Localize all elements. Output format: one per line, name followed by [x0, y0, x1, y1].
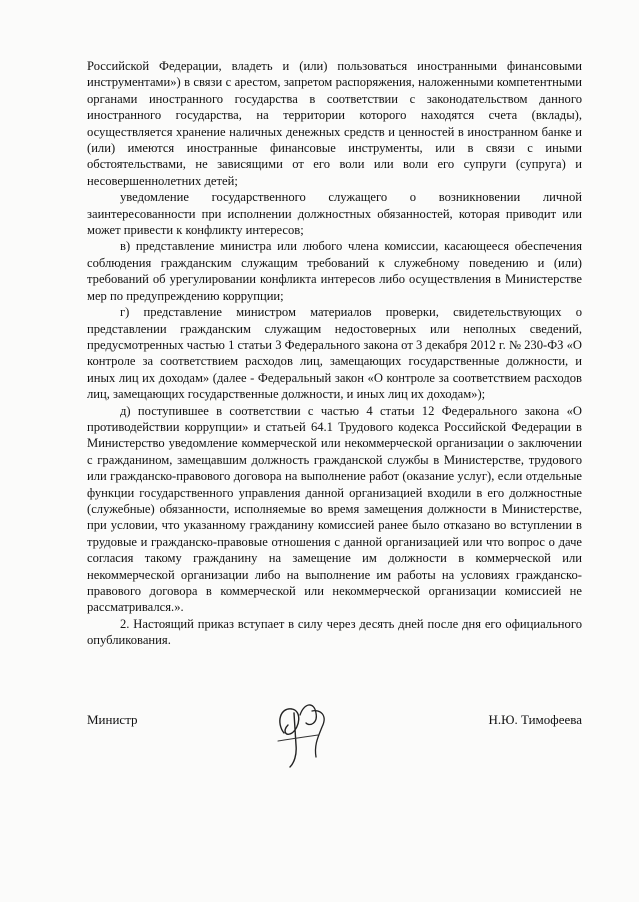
paragraph-item-g: г) представление министром материалов проверки, свидетельствующих о представлении гражданским служащим недостоверных или неполных сведений, предусмотренных частью 1 статьи 3 Федерального закона от 3 декабря 2012 г. № 230-ФЗ «О контроле за соответствием расходов лиц, замещающих государственные должности, и иных лиц их доходам» (далее - Федеральный закон «О контроле за соответствием расходов лиц, замещающих государственные должности, и иных лиц их доходам»); [87, 305, 582, 402]
signatory-title: Министр [87, 712, 138, 727]
handwritten-signature [270, 693, 340, 771]
paragraph-continuation: Российской Федерации, владеть и (или) пользоваться иностранными финансовыми инструментами») в связи с арестом, запретом распоряжения, наложенными компетентными органами иностранного государства в соответствии с законодательством данного иностранного государства, на территории которого находятся счета (вклады), осуществляется хранение наличных денежных средств и ценностей в иностранном банке и (или) имеются иностранные финансовые инструменты, или в связи с иными обстоятельствами, не зависящими от его воли или воли его супруги (супруга) и несовершеннолетних детей; [87, 59, 582, 188]
signature-block [87, 712, 582, 732]
document-body [87, 58, 582, 649]
signatory-name: Н.Ю. Тимофеева [488, 712, 582, 727]
paragraph-item-v: в) представление министра или любого члена комиссии, касающееся обеспечения соблюдения гражданским служащим требований к служебному поведению и (или) требований об урегулировании конфликта интересов либо осуществления в Министерстве мер по предупреждению коррупции; [87, 239, 582, 303]
paragraph-item-d: д) поступившее в соответствии с частью 4 статьи 12 Федерального закона «О противодействии коррупции» и статьей 64.1 Трудового кодекса Российской Федерации в Министерство уведомление коммерческой или некоммерческой организации о заключении с гражданином, замещавшим должность гражданской службы в Министерстве, трудового или гражданско-правового договора на выполнение работ (оказание услуг), если отдельные функции государственного управления данной организацией входили в его должностные (служебные) обязанности, исполняемые во время замещения должности в Министерстве, при условии, что указанному гражданину комиссией ранее было отказано во вступлении в трудовые и гражданско-правовые отношения с данной организацией или что вопрос о даче согласия такому гражданину на замещение им должности в коммерческой или некоммерческой организации либо на выполнение им работы на условиях гражданско-правового договора в коммерческой или некоммерческой организации комиссией не рассматривался.». [87, 403, 582, 615]
paragraph-effective-date: 2. Настоящий приказ вступает в силу через десять дней после дня его официального опубликования. [87, 616, 582, 648]
paragraph-notification: уведомление государственного служащего о возникновении личной заинтересованности при исполнении должностных обязанностей, которая приводит или может привести к конфликту интересов; [87, 190, 582, 238]
